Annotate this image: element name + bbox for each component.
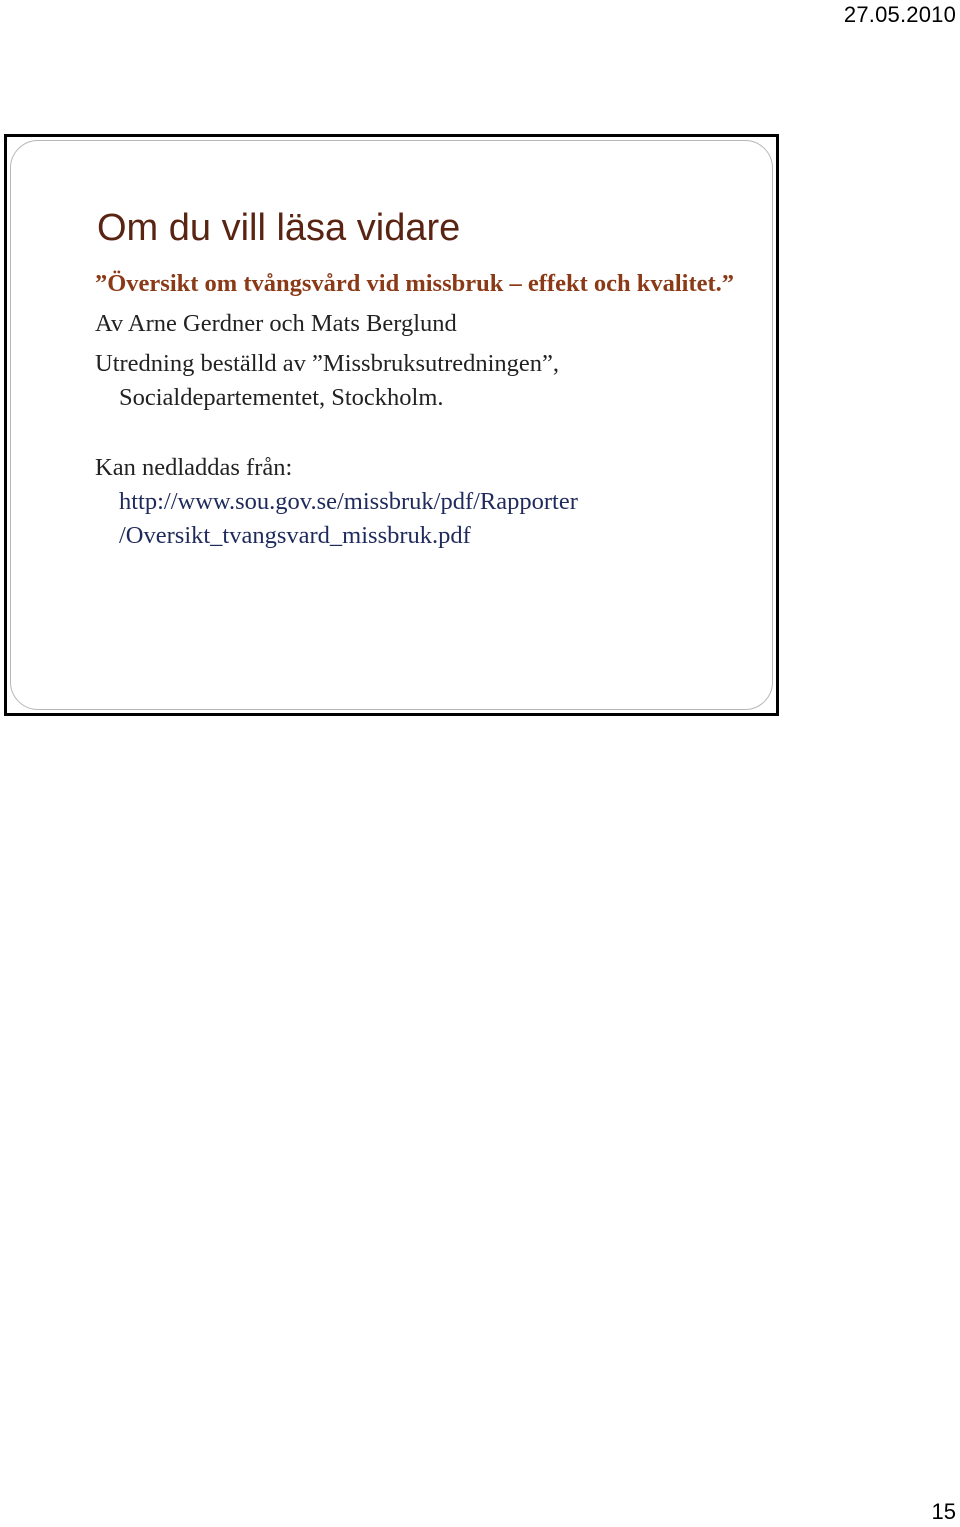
reference-title: ”Översikt om tvångsvård vid missbruk – effekt och kvalitet.” [95,270,735,297]
reference-commission: Utredning beställd av ”Missbruksutredningen”, Socialdepartementet, Stockholm. [95,350,560,411]
download-url-line-2[interactable]: /Oversikt_tvangsvard_missbruk.pdf [119,522,471,549]
download-link[interactable] [95,485,755,553]
download-label: Kan nedladdas från: [95,454,293,481]
slide-content-panel [10,140,773,710]
download-url-line-1[interactable]: http://www.sou.gov.se/missbruk/pdf/Rapporter [119,488,578,515]
slide-title: Om du vill läsa vidare [97,207,461,249]
slide-body [95,267,755,553]
reference-authors: Av Arne Gerdner och Mats Berglund [95,310,457,337]
page-number: 15 [931,1499,956,1524]
page-date: 27.05.2010 [843,2,956,27]
slide-frame [4,134,779,716]
